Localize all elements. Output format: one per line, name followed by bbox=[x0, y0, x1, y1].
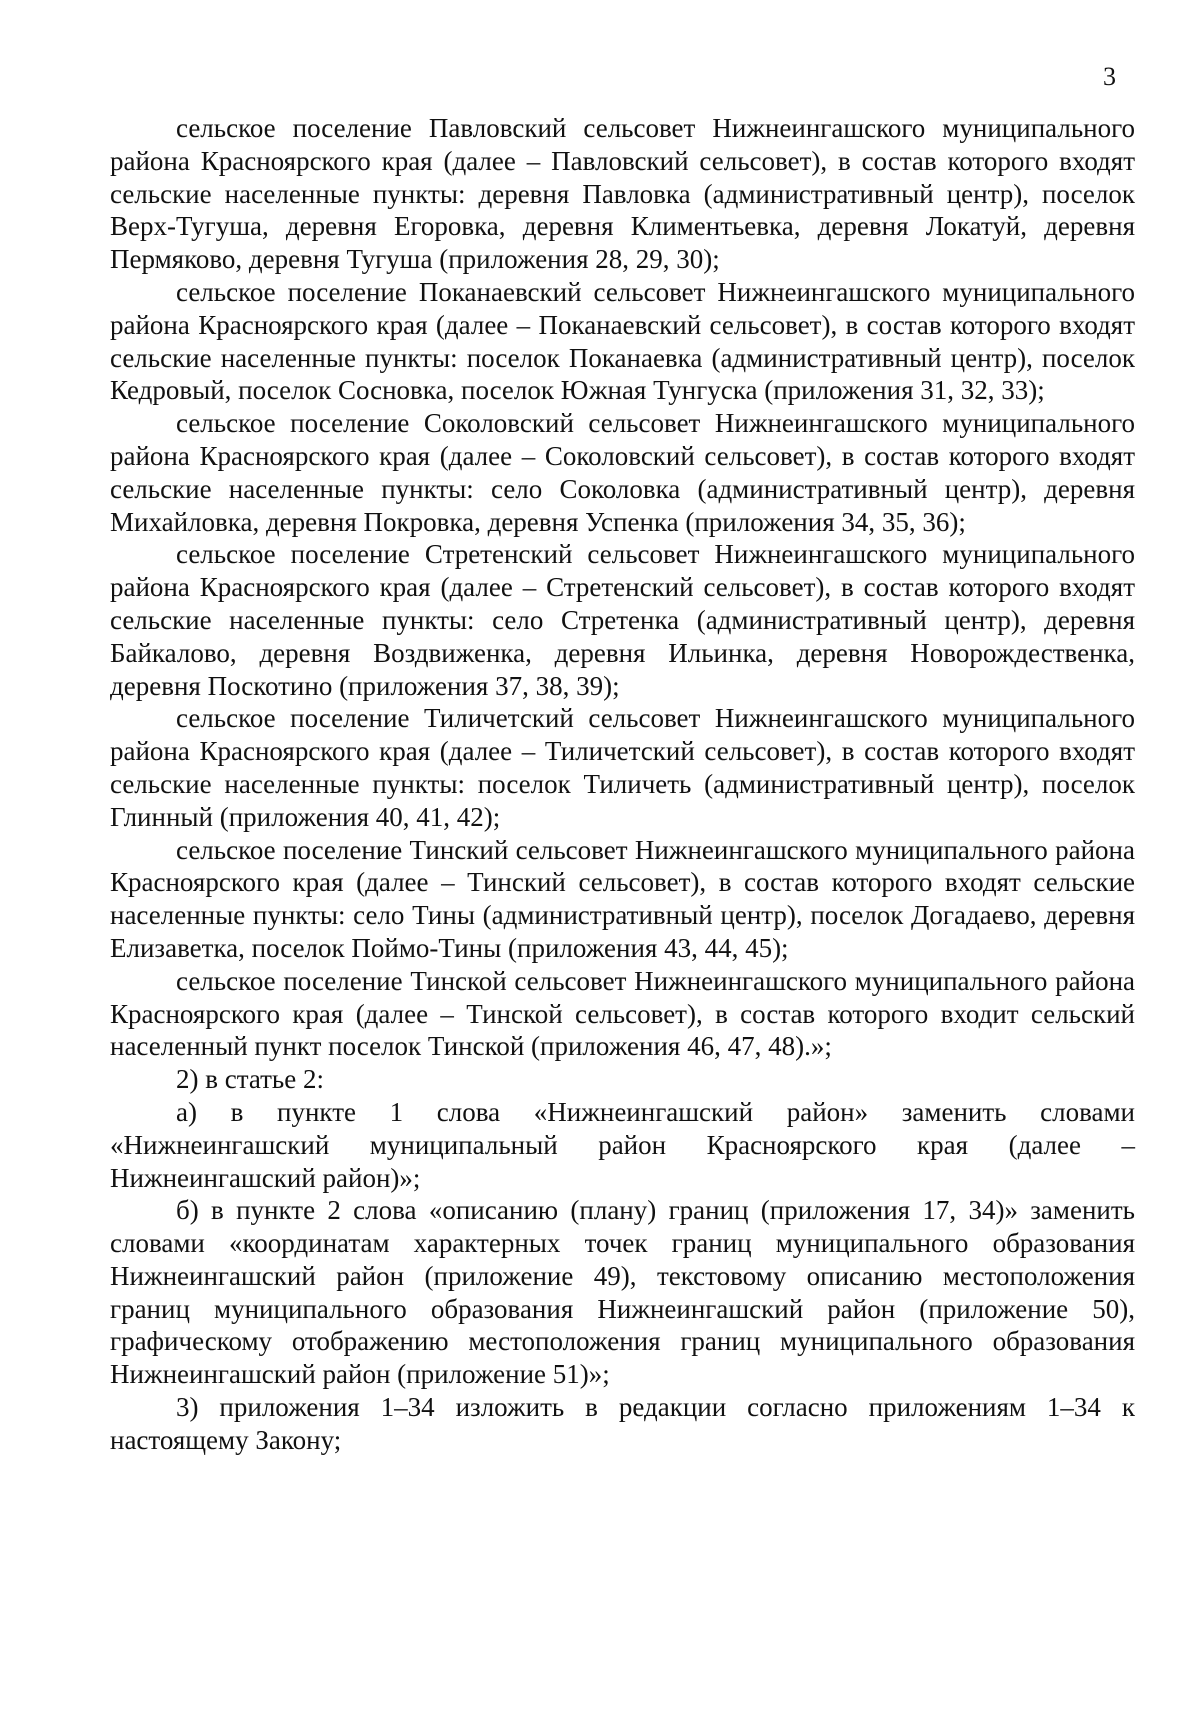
paragraph-tilichetsky: сельское поселение Тиличетский сельсовет Нижнеингашского муниципального района Красноярского края (далее – Тиличетский сельсовет), в состав которого входят сельские населенные пункты: поселок Тиличеть (административный центр), поселок Глинный (приложения 40, 41, 42); bbox=[110, 703, 1135, 832]
paragraph-sokolovsky: сельское поселение Соколовский сельсовет Нижнеингашского муниципального района Красноярского края (далее – Соколовский сельсовет), в состав которого входят сельские населенные пункты: село Соколовка (административный центр), деревня Михайловка, деревня Покровка, деревня Успенка (приложения 34, 35, 36); bbox=[110, 408, 1135, 537]
paragraph-tinsky: сельское поселение Тинский сельсовет Нижнеингашского муниципального района Красноярского края (далее – Тинский сельсовет), в состав которого входят сельские населенные пункты: село Тины (административный центр), поселок Догадаево, деревня Елизаветка, поселок Поймо-Тины (приложения 43, 44, 45); bbox=[110, 834, 1135, 963]
paragraph-item-b: б) в пункте 2 слова «описанию (плану) границ (приложения 17, 34)» заменить словами «координатам характерных точек границ муниципального образования Нижнеингашский район (приложение 49), текстовому описанию местоположения границ муниципального образования Нижнеингашский район (приложение 50), графическому отображению местоположения границ муниципального образования Нижнеингашский район (приложение 51)»; bbox=[110, 1195, 1135, 1390]
paragraph-item-3: 3) приложения 1–34 изложить в редакции согласно приложениям 1–34 к настоящему Закону; bbox=[110, 1392, 1135, 1455]
paragraph-article-2: 2) в статье 2: bbox=[176, 1064, 324, 1095]
paragraph-pavlovsky: сельское поселение Павловский сельсовет Нижнеингашского муниципального района Красноярского края (далее – Павловский сельсовет), в состав которого входят сельские населенные пункты: деревня Павловка (административный центр), поселок Верх-Тугуша, деревня Егоровка, деревня Климентьевка, деревня Локатуй, деревня Пермяково, деревня Тугуша (приложения 28, 29, 30); bbox=[110, 113, 1135, 275]
document-body bbox=[110, 112, 1135, 1457]
page-number: 3 bbox=[1103, 62, 1116, 91]
paragraph-stretensky: сельское поселение Стретенский сельсовет Нижнеингашского муниципального района Красноярского края (далее – Стретенский сельсовет), в состав которого входят сельские населенные пункты: село Стретенка (административный центр), деревня Байкалово, деревня Воздвиженка, деревня Ильинка, деревня Новорождественка, деревня Поскотино (приложения 37, 38, 39); bbox=[110, 539, 1135, 701]
paragraph-tinskoy: сельское поселение Тинской сельсовет Нижнеингашского муниципального района Красноярского края (далее – Тинской сельсовет), в состав которого входит сельский населенный пункт поселок Тинской (приложения 46, 47, 48).»; bbox=[110, 965, 1135, 1062]
paragraph-item-a: а) в пункте 1 слова «Нижнеингашский район» заменить словами «Нижнеингашский муниципальный район Красноярского края (далее – Нижнеингашский район)»; bbox=[110, 1096, 1135, 1193]
paragraph-pokanaevsky: сельское поселение Поканаевский сельсовет Нижнеингашского муниципального района Красноярского края (далее – Поканаевский сельсовет), в состав которого входят сельские населенные пункты: поселок Поканаевка (административный центр), поселок Кедровый, поселок Сосновка, поселок Южная Тунгуска (приложения 31, 32, 33); bbox=[110, 276, 1135, 406]
